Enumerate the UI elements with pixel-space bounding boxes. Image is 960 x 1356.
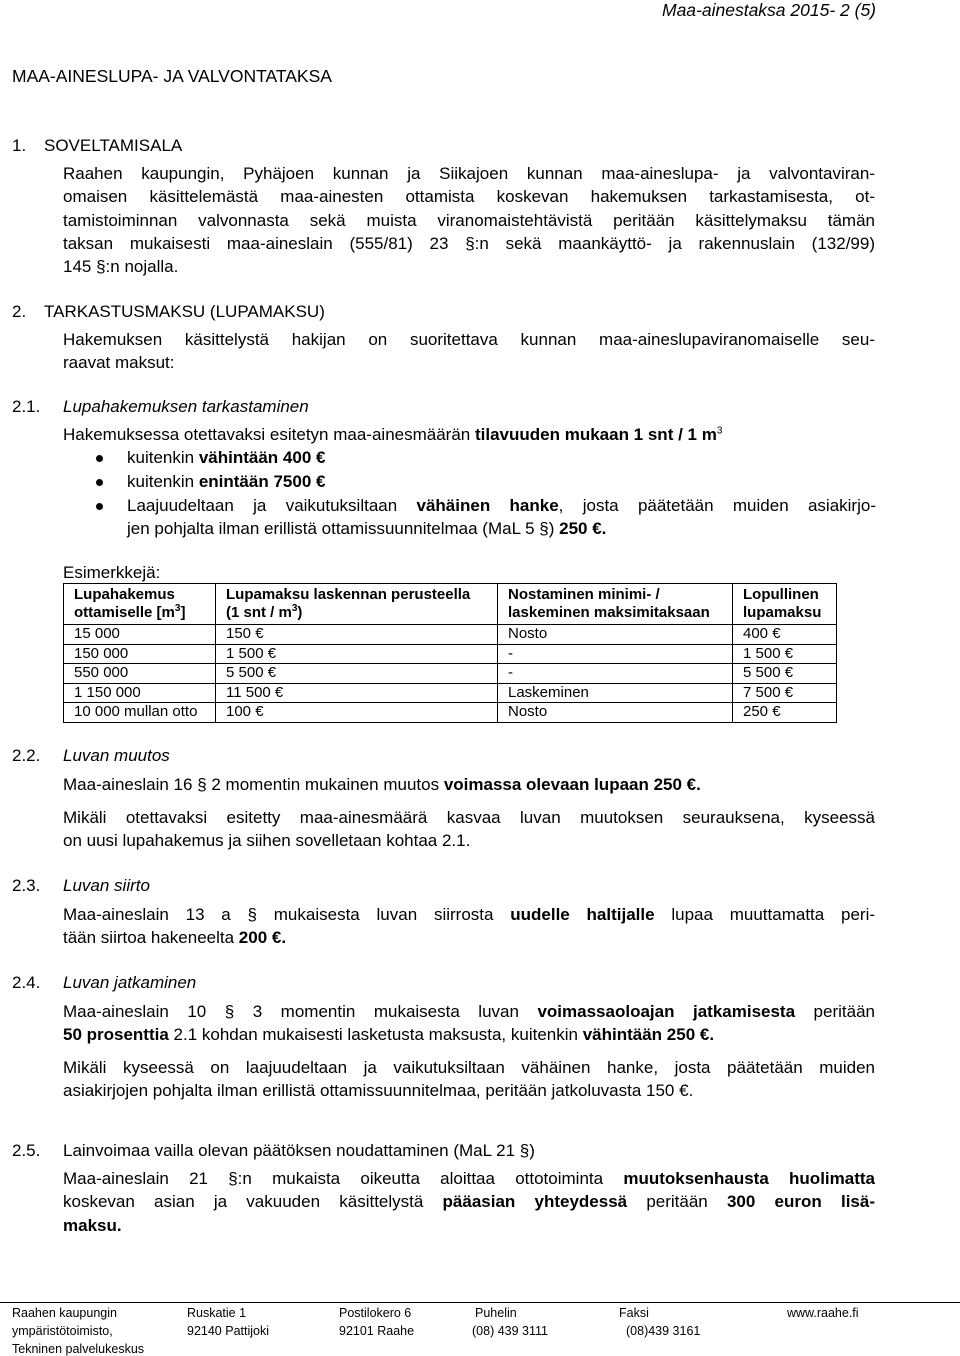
table-header-row — [64, 584, 837, 625]
table-row: 1 150 000 11 500 € Laskeminen 7 500 € — [64, 683, 837, 703]
footer-address-org: ympäristötoimisto, — [12, 1324, 113, 1338]
footer-fax: Faksi — [619, 1306, 649, 1320]
section-2-1-title: Lupahakemuksen tarkastaminen — [63, 397, 309, 416]
table-header-cell: Nostaminen minimi- / laskeminen maksimitaksaan — [498, 584, 733, 625]
examples-label: Esimerkkejä: — [63, 563, 161, 582]
section-2-2-para-1: Maa-aineslain 16 § 2 momentin mukainen muutos voimassa olevaan lupaan 250 €. — [63, 775, 701, 794]
footer-street: Ruskatie 1 — [187, 1306, 247, 1320]
section-1-title: SOVELTAMISALA — [44, 136, 183, 155]
section-2-3-para: Maa-aineslain 13 a § mukaisesta luvan siirrosta uudelle haltijalle lupaa muuttamatta peri- tään siirtoa hakeneelta 200 €. — [63, 905, 876, 948]
section-2-4-number: 2.4. — [12, 973, 41, 992]
table-row: 150 000 1 500 € - 1 500 € — [64, 644, 837, 664]
footer-address-org: Raahen kaupungin — [12, 1306, 117, 1320]
table-header-cell: Lopullinen lupamaksu — [733, 584, 837, 625]
section-2-text: Hakemuksen käsittelystä hakijan on suoritettava kunnan maa-aineslupaviranomaiselle seu- raavat maksut: — [63, 330, 875, 373]
footer-website-link[interactable]: www.raahe.fi — [787, 1306, 859, 1320]
section-2-5-number: 2.5. — [12, 1141, 41, 1160]
section-2-1-intro: Hakemuksessa otettavaksi esitetyn maa-ainesmäärän tilavuuden mukaan 1 snt / 1 $m^3$ — [63, 425, 723, 444]
section-2-2-para-2: Mikäli otettavaksi esitetty maa-ainesmäärä kasvaa luvan muutoksen seurauksena, kyseessä on uusi lupahakemus ja siihen sovelletaan kohtaa 2.1. — [63, 808, 875, 851]
section-2-2-number: 2.2. — [12, 746, 41, 765]
footer-postbox: Postilokero 6 — [339, 1306, 412, 1320]
section-2-5-title: Lainvoimaa vailla olevan päätöksen noudattaminen (MaL 21 §) — [63, 1141, 535, 1160]
section-2-5-para: Maa-aineslain 21 §:n mukaista oikeutta aloittaa ottotoiminta muutoksenhausta huolimatta koskevan asian ja vakuuden käsittelystä pääasian yhteydessä peritään 300 euron lisä- maksu. — [63, 1169, 875, 1235]
footer-postbox: 92101 Raahe — [339, 1324, 415, 1338]
page-header: Maa-ainestaksa 2015- 2 (5) — [662, 0, 876, 20]
footer-street: 92140 Pattijoki — [187, 1324, 270, 1338]
section-2-3-title: Luvan siirto — [63, 876, 150, 895]
section-2-number: 2. — [12, 302, 27, 321]
table-row: 10 000 mullan otto 100 € Nosto 250 € — [64, 703, 837, 723]
section-2-4-para-1: Maa-aineslain 10 § 3 momentin mukaisesta luvan voimassaoloajan jatkamisesta peritään 50 prosenttia 2.1 kohdan mukaisesti lasketusta maksusta, kuitenkin vähintään 250 €. — [63, 1002, 875, 1045]
bullet-dot-icon — [96, 503, 103, 510]
footer-fax: (08)439 3161 — [626, 1324, 701, 1338]
section-2-3-number: 2.3. — [12, 876, 41, 895]
section-1-text: Raahen kaupungin, Pyhäjoen kunnan ja Siikajoen kunnan maa-aineslupa- ja valvontaviran- omaisen käsittelemästä maa-ainesten ottamista koskevan hakemuksen tarkastamisesta, ot- tamistoiminnan valvonnasta sekä muista viranomaistehtävistä peritään käsittelymaksu tämän taksan mukaisesti maa-aineslain (555/81) 23 §:n sekä maankäyttö- ja rakennuslain (132/99) 145 §:n nojalla. — [63, 164, 875, 277]
footer-phone: (08) 439 3111 — [472, 1324, 548, 1338]
section-2-title: TARKASTUSMAKSU (LUPAMAKSU) — [44, 302, 325, 321]
document-title: MAA-AINESLUPA- JA VALVONTATAKSA — [12, 66, 332, 86]
footer-phone: Puhelin — [475, 1306, 517, 1320]
table-header-cell: Lupamaksu laskennan perusteella (1 snt / $m^3$) — [216, 584, 498, 625]
table-header-cell: Lupahakemus ottamiselle $[m^3]$ — [64, 584, 216, 625]
section-2-4-para-2: Mikäli kyseessä on laajuudeltaan ja vaikutuksiltaan vähäinen hanke, josta päätetään muiden asiakirjojen pohjalta ilman erillistä ottamissuunnitelmaa, peritään jatkoluvasta 150 €. — [63, 1058, 875, 1101]
section-1-number: 1. — [12, 136, 27, 155]
table-row: 550 000 5 500 € - 5 500 € — [64, 664, 837, 684]
bullet-dot-icon — [96, 455, 103, 462]
footer-address-org: Tekninen palvelukeskus — [12, 1342, 145, 1356]
section-2-4-title: Luvan jatkaminen — [63, 973, 197, 992]
bullet-dot-icon — [96, 479, 103, 486]
section-2-2-title: Luvan muutos — [63, 746, 170, 765]
examples-table — [63, 583, 837, 723]
section-2-1-number: 2.1. — [12, 397, 41, 416]
footer-divider — [0, 1302, 960, 1303]
table-row: 15 000 150 € Nosto 400 € — [64, 625, 837, 645]
